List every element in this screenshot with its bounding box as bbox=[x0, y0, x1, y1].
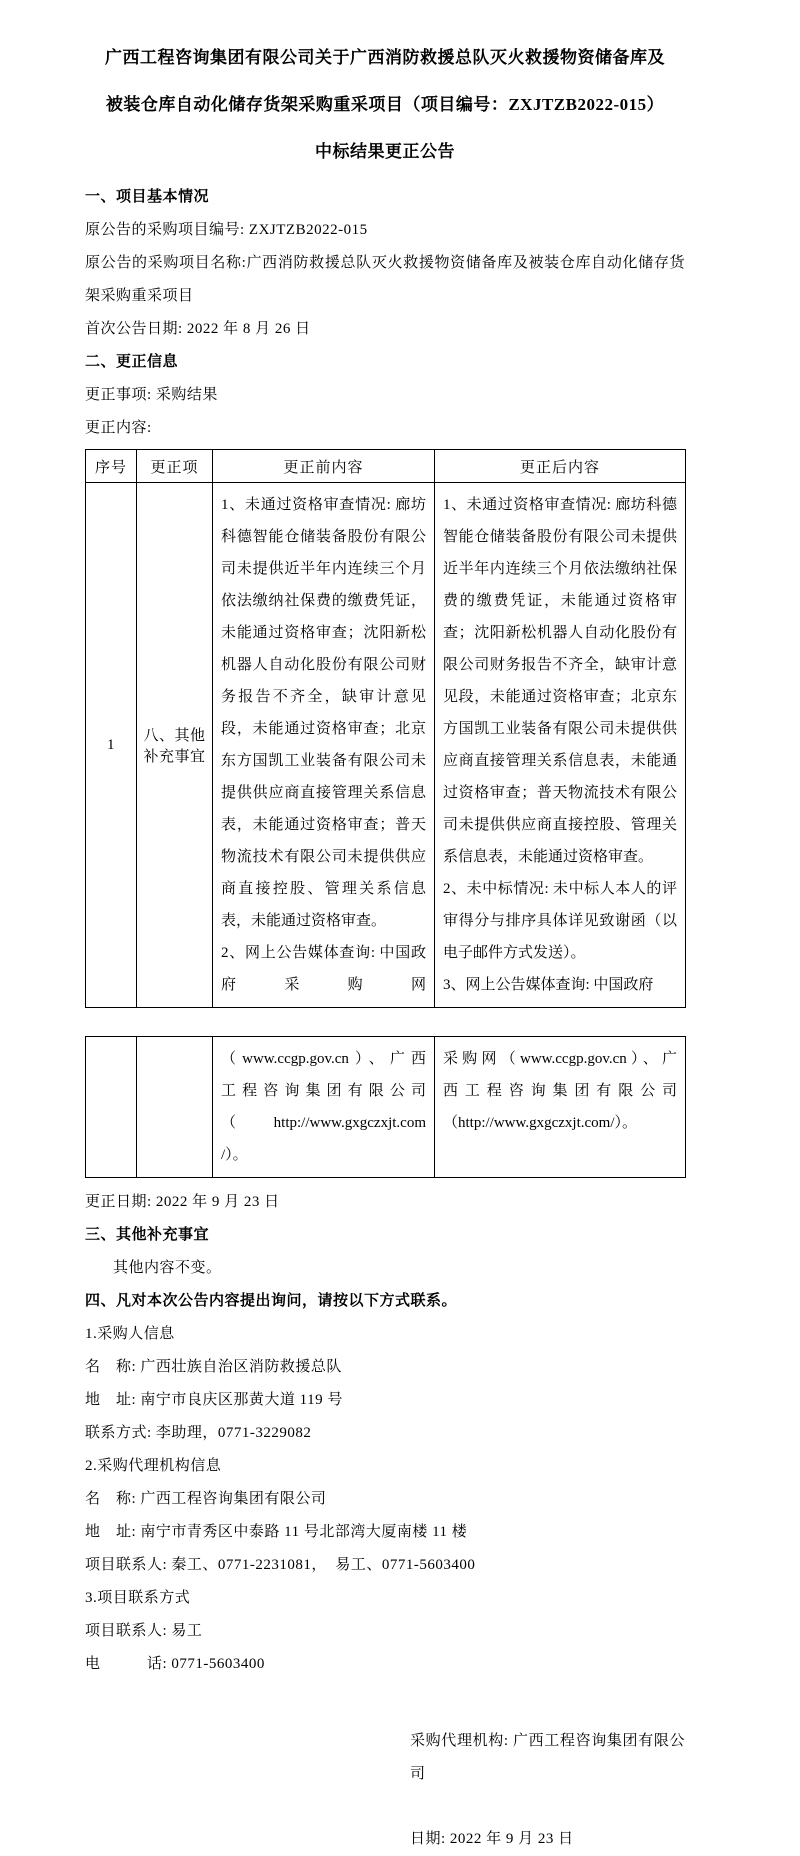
correction-content-label: 更正内容: bbox=[85, 420, 152, 436]
original-project-name: 原公告的采购项目名称:广西消防救援总队灭火救援物资储备库及被装仓库自动化储存货架采购重采项目 bbox=[85, 255, 685, 304]
correction-item: 更正事项: 采购结果 bbox=[85, 387, 218, 403]
signature-agency: 采购代理机构: 广西工程咨询集团有限公司 bbox=[410, 1733, 685, 1782]
agency-info-title: 2.采购代理机构信息 bbox=[85, 1458, 222, 1474]
after-cont-line-2: 西工程咨询集团有限公司 bbox=[443, 1083, 677, 1099]
before-cont-line-3: （http://www.gxgczxjt.com bbox=[221, 1115, 426, 1131]
section-correction-heading: 二、更正信息 bbox=[85, 354, 179, 370]
before-paragraph-1: 1、未通过资格审查情况: 廊坊科德智能仓储装备股份有限公司未提供近半年内连续三个月依法缴纳社保费的缴费凭证，未能通过资格审查；沈阳新松机器人自动化股份有限公司财务报告不齐全，缺审计意见段，未能通过资格审查；北京东方国凯工业装备有限公司未提供供应商直接管理关系信息表，未能通过资格审查；普天物流技术有限公司未提供供应商直接控股、管理关系信息表，未能通过资格审查。 bbox=[221, 497, 426, 929]
after-content-cell bbox=[435, 483, 686, 1008]
after-paragraph-3: 3、网上公告媒体查询: 中国政府 bbox=[443, 977, 654, 993]
purchaser-info-title: 1.采购人信息 bbox=[85, 1326, 175, 1342]
correction-date: 更正日期: 2022 年 9 月 23 日 bbox=[85, 1194, 280, 1210]
correction-table-header-row bbox=[86, 450, 686, 483]
signature-date: 日期: 2022 年 9 月 23 日 bbox=[410, 1831, 574, 1847]
header-item: 更正项 bbox=[137, 450, 213, 483]
purchaser-address: 地 址: 南宁市良庆区那黄大道 119 号 bbox=[85, 1392, 343, 1408]
project-contact-title: 3.项目联系方式 bbox=[85, 1590, 191, 1606]
correction-table bbox=[85, 449, 686, 1008]
after-paragraph-1: 1、未通过资格审查情况: 廊坊科德智能仓储装备股份有限公司未提供近半年内连续三个月依法缴纳社保费的缴费凭证，未能通过资格审查；沈阳新松机器人自动化股份有限公司财务报告不齐全，缺审计意见段，未能通过资格审查；北京东方国凯工业装备有限公司未提供供应商直接管理关系信息表，未能通过资格审查；普天物流技术有限公司未提供供应商直接控股、管理关系信息表，未能通过资格审查。 bbox=[443, 497, 677, 865]
before-cont-line-4: /）。 bbox=[221, 1147, 248, 1163]
agency-name: 名 称: 广西工程咨询集团有限公司 bbox=[85, 1491, 327, 1507]
before-content-cell-continued bbox=[213, 1037, 435, 1178]
project-contact-person: 项目联系人: 易工 bbox=[85, 1623, 203, 1639]
section-other-matters-heading: 三、其他补充事宜 bbox=[85, 1227, 210, 1243]
item-cell: 八、其他补充事宜 bbox=[137, 483, 213, 1008]
before-cont-line-1: （www.ccgp.gov.cn）、广西 bbox=[221, 1051, 426, 1067]
original-project-number: 原公告的采购项目编号: ZXJTZB2022-015 bbox=[85, 222, 368, 238]
header-before: 更正前内容 bbox=[213, 450, 435, 483]
signature-block bbox=[410, 1725, 685, 1856]
before-cont-line-2: 工程咨询集团有限公司 bbox=[221, 1083, 426, 1099]
project-contact-phone: 电 话: 0771-5603400 bbox=[85, 1656, 265, 1672]
title-line-2: 被装仓库自动化储存货架采购重采项目（项目编号：ZXJTZB2022-015） bbox=[105, 95, 665, 114]
agency-contact: 项目联系人: 秦工、0771-2231081， 易工、0771-5603400 bbox=[85, 1557, 476, 1573]
purchaser-contact: 联系方式: 李助理，0771-3229082 bbox=[85, 1425, 312, 1441]
after-cont-line-3: （http://www.gxgczxjt.com/）。 bbox=[443, 1115, 638, 1131]
after-content-cell-continued bbox=[435, 1037, 686, 1178]
before-paragraph-2: 2、网上公告媒体查询: 中国政府采购网 bbox=[221, 945, 426, 993]
seq-cell: 1 bbox=[86, 483, 137, 1008]
correction-table-row bbox=[86, 483, 686, 1008]
correction-table-continued-row bbox=[86, 1037, 686, 1178]
other-matters-body: 其他内容不变。 bbox=[113, 1260, 222, 1276]
purchaser-name: 名 称: 广西壮族自治区消防救援总队 bbox=[85, 1359, 342, 1375]
after-paragraph-2: 2、未中标情况: 未中标人本人的评审得分与排序具体详见致谢函（以电子邮件方式发送）。 bbox=[443, 881, 677, 961]
header-seq: 序号 bbox=[86, 450, 137, 483]
after-cont-line-1: 采购网（www.ccgp.gov.cn）、广 bbox=[443, 1051, 677, 1067]
first-announcement-date: 首次公告日期: 2022 年 8 月 26 日 bbox=[85, 321, 311, 337]
before-content-cell bbox=[213, 483, 435, 1008]
seq-cell-empty bbox=[86, 1037, 137, 1178]
section-contact-heading: 四、凡对本次公告内容提出询问，请按以下方式联系。 bbox=[85, 1293, 458, 1309]
section-basic-info-heading: 一、项目基本情况 bbox=[85, 189, 210, 205]
header-after: 更正后内容 bbox=[435, 450, 686, 483]
title-line-1: 广西工程咨询集团有限公司关于广西消防救援总队灭火救援物资储备库及 bbox=[105, 48, 665, 67]
agency-address: 地 址: 南宁市青秀区中泰路 11 号北部湾大厦南楼 11 楼 bbox=[85, 1524, 468, 1540]
page-title bbox=[85, 34, 685, 175]
item-cell-empty bbox=[137, 1037, 213, 1178]
correction-table-continued bbox=[85, 1036, 686, 1178]
title-line-3: 中标结果更正公告 bbox=[315, 142, 455, 161]
